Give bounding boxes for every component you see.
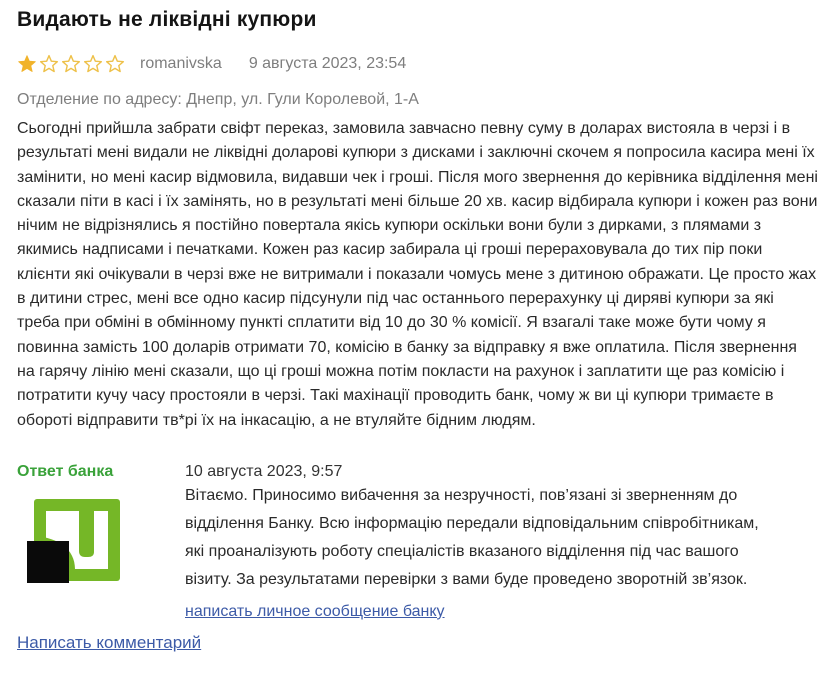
bank-answer-date: 10 августа 2023, 9:57: [185, 462, 343, 480]
branch-address-line: Отделение по адресу: Днепр, ул. Гули Королевой, 1-А: [17, 91, 419, 108]
private-message-link[interactable]: написать личное сообщение банку: [185, 602, 445, 620]
review-author: romanivska: [140, 55, 222, 72]
rating-stars: [17, 54, 125, 74]
bank-reply-text: Вітаємо. Приносимо вибачення за незручності, пов’язані зі зверненням до відділення Банку. Всю інформацію передали відповідальним співробітникам, які проаналізують роботу спеціалістів вказаного відділення під час вашого візиту. За результатами перевірки з вами буде проведено зворотній зв’язок.: [185, 486, 759, 588]
review-meta-row: [17, 53, 818, 75]
bank-answer-row: [17, 485, 818, 621]
review-title: Видають не ліквідні купюри: [17, 8, 317, 31]
review-body-text: Сьогодні прийшла забрати свіфт переказ, замовила завчасно певну суму в доларах вистояла в черзі і в результаті мені видали не ліквідні доларові купюри з дисками і заключні скочем я попросила касира мені їх замінити, но мені касир відмовила, видавши чек і гроші. Після мого звернення до керівника відділення мені сказали піти в касі і їх замінять, но в результаті мені більше 20 хв. касир відбирала купюри і кожен раз вони нічим не відрізнялись я постійно повертала якісь купюри оскільки вони були з дирками, з плямами з якимись надписами і печатками. Кожен раз касир забирала ці гроші перераховувала до тих пір поки клієнти які очікували в черзі вже не витримали і показали чомусь мене з дитиною ображати. Це просто жах в дитини стрес, мені все одно касир підсунули під час останнього перерахунку ці диряві купюри за які треба при обміні в обмінному пункті сплатити від 10 до 30 % комісії. Я взагалі таке може бути чому я повинна замість 100 доларів отримати 70, комісію в банку за відправку я вже оплатила. Після звернення на гарячу лінію мені сказали, що ці гроші можна потім покласти на рахунок і заплатити ще раз комісію і потратити кучу часу простояли в черзі. Такі махінації проводить банк, чому ж ви ці купюри тримаєте в обороті відправити тв*рі їх на інкасацію, а не втуляйте бідним людям.: [17, 120, 818, 429]
review-date: 9 августа 2023, 23:54: [248, 55, 407, 72]
write-comment-link[interactable]: Написать комментарий: [17, 632, 202, 652]
star-icon: [17, 54, 37, 74]
bank-answer-label: Ответ банка: [17, 462, 114, 480]
star-icon: [61, 54, 81, 74]
star-icon: [105, 54, 125, 74]
star-icon: [83, 54, 103, 74]
privatbank-logo-icon[interactable]: [22, 491, 122, 587]
bank-answer-section: [17, 463, 818, 621]
bank-logo-column: [17, 485, 185, 621]
bank-answer-header: [17, 463, 818, 481]
star-icon: [39, 54, 59, 74]
bank-reply-column: [185, 485, 767, 621]
